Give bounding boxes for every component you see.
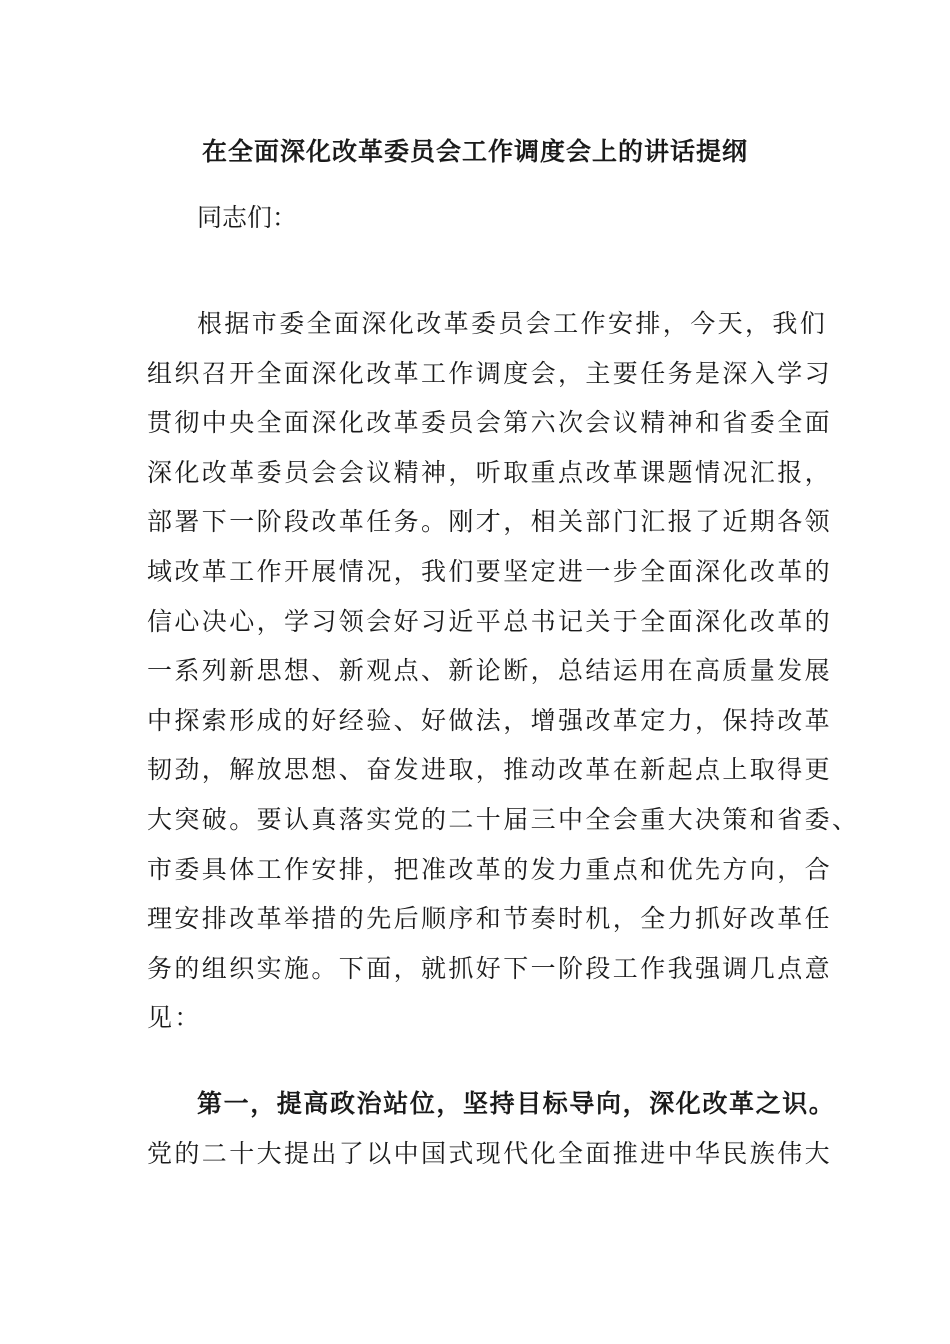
section-heading: 第一，提高政治站位，坚持目标导向，深化改革之识。 (197, 1089, 836, 1118)
paragraph-line: 信心决心，学习领会好习近平总书记关于全面深化改革的 (147, 606, 833, 636)
paragraph-1 (147, 304, 860, 1048)
paragraph-line: 中探索形成的好经验、好做法，增强改革定力，保持改革 (147, 705, 833, 735)
paragraph-line: 大突破。要认真落实党的二十届三中全会重大决策和省委、 (147, 804, 860, 834)
paragraph-line: 见： (147, 1003, 202, 1033)
salutation: 同志们： (197, 203, 298, 232)
paragraph-line: 组织召开全面深化改革工作调度会，主要任务是深入学习 (147, 358, 833, 388)
paragraph-line: 根据市委全面深化改革委员会工作安排，今天，我们 (197, 309, 828, 338)
paragraph-line: 韧劲，解放思想、奋发进取，推动改革在新起点上取得更 (147, 755, 833, 785)
paragraph-line: 域改革工作开展情况，我们要坚定进一步全面深化改革的 (147, 556, 833, 586)
paragraph-line: 理安排改革举措的先后顺序和节奏时机，全力抓好改革任 (147, 904, 833, 934)
paragraph-line: 深化改革委员会会议精神，听取重点改革课题情况汇报， (147, 457, 833, 487)
paragraph-line: 贯彻中央全面深化改革委员会第六次会议精神和省委全面 (147, 408, 833, 438)
paragraph-line: 务的组织实施。下面，就抓好下一阶段工作我强调几点意 (147, 953, 833, 983)
paragraph-line: 一系列新思想、新观点、新论断，总结运用在高质量发展 (147, 656, 833, 686)
paragraph-line: 党的二十大提出了以中国式现代化全面推进中华民族伟大 (147, 1138, 833, 1168)
section-1 (147, 1084, 836, 1183)
document-title: 在全面深化改革委员会工作调度会上的讲话提纲 (201, 137, 748, 166)
paragraph-line: 市委具体工作安排，把准改革的发力重点和优先方向，合 (147, 854, 833, 884)
paragraph-line: 部署下一阶段改革任务。刚才，相关部门汇报了近期各领 (147, 507, 833, 537)
